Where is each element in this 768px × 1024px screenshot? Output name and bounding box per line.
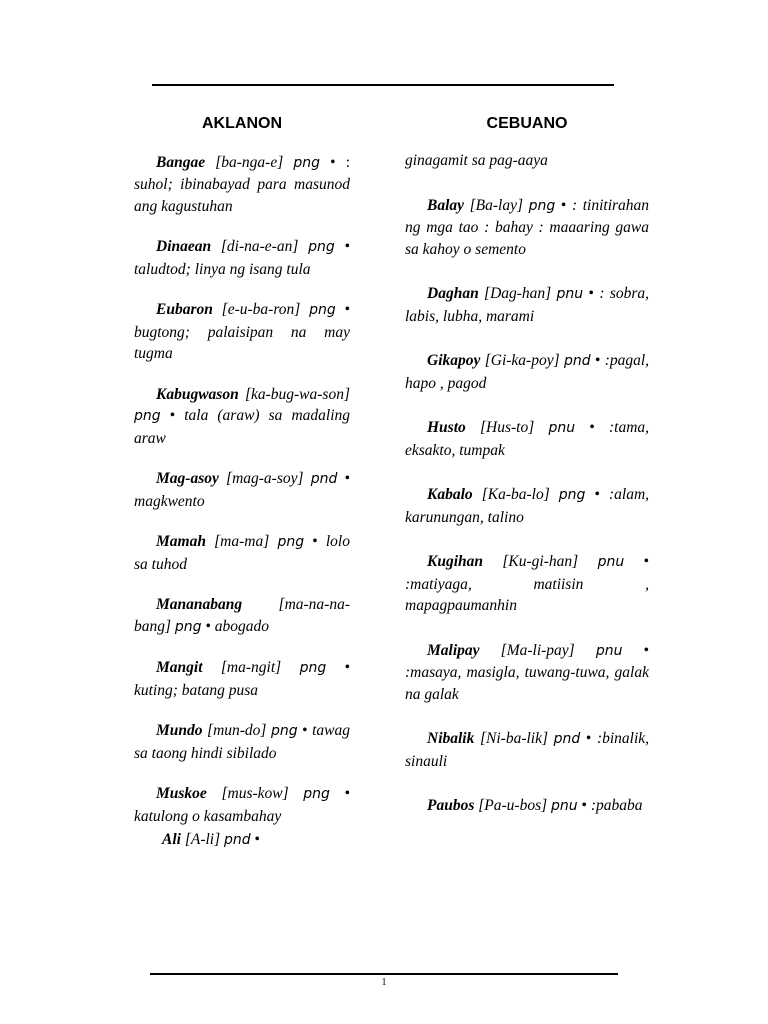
bullet-separator: • [643, 641, 650, 659]
dictionary-entry [134, 594, 350, 638]
headword: Eubaron [156, 301, 213, 318]
part-of-speech: pnu [597, 554, 625, 570]
part-of-speech: png [299, 660, 327, 676]
part-of-speech: png [293, 154, 321, 171]
definition: suhol; ibinabayad para masunod ang kagustuhan [134, 176, 350, 215]
bullet-separator: • : [330, 153, 351, 171]
headword: Dinaean [156, 238, 212, 255]
dictionary-entry [405, 728, 649, 772]
headword: Kabugwason [156, 385, 239, 403]
bullet-separator: • [302, 722, 308, 739]
definition: :tama, eksakto, tumpak [405, 419, 650, 459]
definition: bugtong; palaisipan na may tugma [134, 323, 350, 362]
dictionary-entry [134, 152, 350, 218]
part-of-speech: pnu [551, 798, 578, 814]
pronunciation: [mun-do] [207, 722, 267, 739]
part-of-speech: png [277, 534, 305, 550]
page-number: 1 [381, 977, 387, 988]
part-of-speech: png [308, 239, 335, 255]
dictionary-entry [134, 657, 350, 701]
dictionary-entry [405, 551, 649, 617]
definition: : tinitirahan ng mga tao : bahay : maaaring gawa sa kahoy o semento [405, 196, 650, 258]
bullet-separator: • [169, 407, 176, 424]
definition: magkwento [134, 492, 205, 510]
pronunciation: [e-u-ba-ron] [221, 301, 301, 318]
bullet-separator: • [344, 301, 350, 318]
dictionary-entry [134, 468, 350, 512]
dictionary-entry [405, 795, 649, 818]
entry-list [405, 195, 649, 818]
definition: :pababa [590, 797, 643, 814]
footer-rule [150, 973, 618, 975]
definition: lolo sa tuhod [134, 533, 350, 573]
part-of-speech: pnu [556, 286, 584, 302]
pronunciation: [Ma-li-pay] [500, 641, 575, 659]
headword: Bangae [156, 153, 206, 171]
part-of-speech: png [558, 487, 586, 503]
part-of-speech: pnu [595, 642, 623, 659]
dictionary-entry [134, 783, 350, 827]
bullet-separator: • [344, 238, 351, 255]
pronunciation: [Ni-ba-lik] [479, 730, 549, 747]
headword: Mangit [156, 659, 203, 676]
dictionary-entry [405, 350, 649, 394]
definition: :alam, karunungan, talino [405, 486, 650, 526]
dictionary-entry [405, 283, 649, 327]
part-of-speech: pnd [310, 471, 338, 487]
dictionary-entry [405, 417, 649, 461]
column-heading: AKLANON [202, 115, 282, 132]
part-of-speech: pnd [553, 731, 581, 747]
headword: Kugihan [427, 553, 484, 570]
bullet-separator: • [344, 659, 351, 676]
part-of-speech: png [134, 408, 161, 424]
part-of-speech: png [174, 618, 202, 635]
continuation-text: ginagamit sa pag-aaya [405, 152, 548, 169]
pronunciation: [mus-kow] [221, 785, 289, 802]
bullet-separator: • [594, 486, 600, 503]
definition: : sobra, labis, lubha, marami [405, 285, 650, 325]
pronunciation: [ka-bug-wa-son] [244, 385, 350, 403]
headword: Paubos [427, 797, 475, 814]
pronunciation: [Dag-han] [484, 285, 552, 302]
headword: Mundo [156, 722, 203, 739]
pronunciation: [di-na-e-an] [220, 238, 299, 255]
definition: :matiyaga, matiisin , mapagpaumanhin [405, 575, 649, 614]
dictionary-entry [134, 236, 350, 280]
headword: Balay [427, 196, 465, 214]
bullet-separator: • [205, 617, 211, 635]
dictionary-entry [134, 299, 350, 365]
column-heading: CEBUANO [486, 115, 568, 132]
definition: katulong o kasambahay [134, 807, 282, 825]
part-of-speech: png [309, 302, 336, 318]
headword: Ali [162, 831, 181, 848]
headword: Kabalo [427, 486, 473, 503]
pronunciation: [Gi-ka-poy] [484, 352, 560, 369]
definition: :pagal, hapo , pagod [405, 352, 650, 392]
definition: tawag sa taong hindi sibilado [134, 722, 351, 762]
headword: Husto [427, 419, 466, 436]
bullet-separator: • [594, 352, 601, 369]
bullet-separator: • [588, 285, 594, 302]
entry-list [134, 152, 350, 852]
bullet-separator: • [560, 196, 567, 214]
bullet-separator: • [312, 533, 318, 550]
dictionary-entry [405, 484, 649, 528]
pronunciation: [A-li] [184, 831, 221, 848]
dictionary-entry [134, 531, 350, 575]
pronunciation: [Ka-ba-lo] [481, 486, 550, 503]
dictionary-entry [405, 640, 649, 706]
bullet-separator: • [254, 831, 260, 848]
bullet-separator: • [344, 470, 351, 487]
definition: kuting; batang pusa [134, 681, 258, 699]
pronunciation: [ma-na-na-bang] [134, 596, 350, 635]
bullet-separator: • [585, 730, 592, 747]
pronunciation: [mag-a-soy] [226, 470, 304, 487]
bullet-separator: • [589, 419, 595, 436]
part-of-speech: png [528, 197, 556, 214]
pronunciation: [ma-ma] [214, 533, 270, 550]
definition: :masaya, masigla, tuwang-tuwa, galak na galak [405, 664, 649, 703]
part-of-speech: png [303, 786, 330, 802]
part-of-speech: pnd [224, 832, 251, 848]
headword: Nibalik [427, 730, 475, 747]
pronunciation: [ba-nga-e] [215, 153, 284, 171]
pronunciation: [ma-ngit] [220, 659, 282, 676]
pronunciation: [Pa-u-bos] [478, 797, 548, 814]
dictionary-entry [134, 829, 350, 852]
definition: abogado [214, 617, 270, 635]
dictionary-entry [405, 195, 649, 261]
headword: Daghan [427, 285, 479, 302]
dictionary-entry [134, 384, 350, 450]
headword: Mamah [156, 533, 206, 550]
cebuano-column [405, 112, 649, 841]
pronunciation: [Ba-lay] [469, 196, 524, 214]
bullet-separator: • [344, 785, 351, 802]
pronunciation: [Ku-gi-han] [502, 553, 579, 570]
definition: taludtod; linya ng isang tula [134, 260, 311, 278]
header-rule [152, 84, 614, 86]
bullet-separator: • [581, 797, 587, 814]
pronunciation: [Hus-to] [479, 419, 535, 436]
definition: :binalik, sinauli [405, 730, 650, 770]
definition: tala (araw) sa madaling araw [134, 407, 351, 447]
headword: Malipay [427, 641, 480, 659]
headword: Gikapoy [427, 352, 481, 369]
bullet-separator: • [643, 553, 650, 570]
headword: Mag-asoy [156, 470, 219, 487]
part-of-speech: pnu [548, 420, 576, 436]
headword: Mananabang [156, 596, 243, 613]
dictionary-entry [134, 720, 350, 764]
part-of-speech: pnd [563, 353, 591, 369]
headword: Muskoe [156, 785, 207, 802]
part-of-speech: png [270, 723, 298, 739]
aklanon-column [134, 112, 350, 871]
